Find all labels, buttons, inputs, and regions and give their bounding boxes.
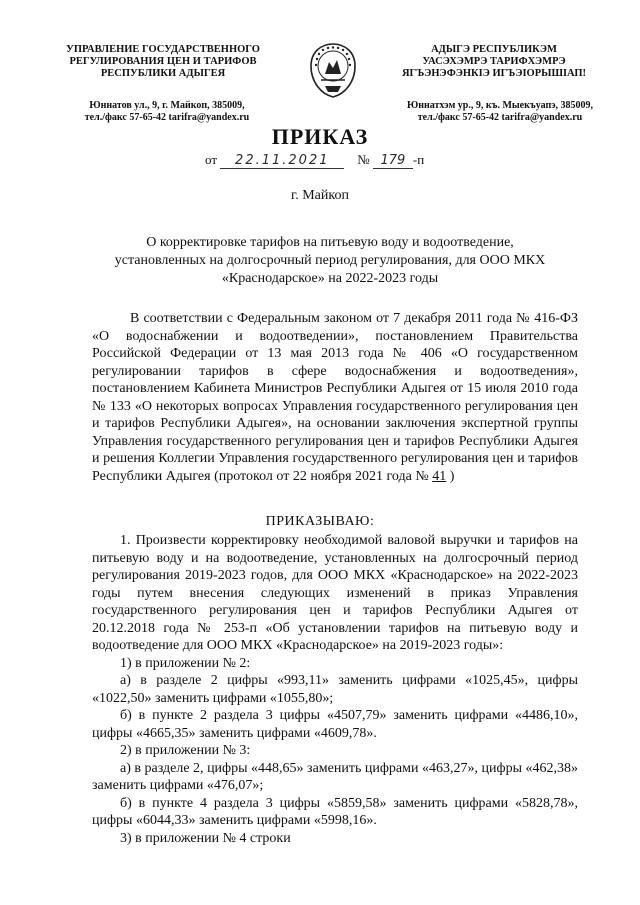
order-item: а) в разделе 2 цифры «993,11» заменить цифрами «1025,45», цифры «1022,50» заменить цифрами «1055,80»;	[92, 673, 578, 706]
number-label: №	[357, 152, 370, 167]
handwritten-date: 22.11.2021	[220, 154, 344, 169]
order-item: 1) в приложении № 2:	[120, 655, 251, 671]
document-title: ПРИКАЗ	[271, 124, 369, 149]
org-line: УАСЭХЭМРЭ ТАРИФХЭМРЭ	[422, 56, 566, 67]
order-item: а) в разделе 2, цифры «448,65» заменить цифрами «463,27», цифры «462,38» заменить цифрами «476,07»;	[92, 760, 578, 793]
org-name-adyghe	[384, 44, 604, 80]
preamble-paragraph	[92, 310, 578, 485]
org-line: РЕГУЛИРОВАНИЯ ЦЕН И ТАРИФОВ	[69, 56, 257, 67]
coat-of-arms-icon	[305, 40, 361, 100]
preamble	[92, 310, 578, 485]
address-russian	[62, 100, 272, 124]
address-line: тел./факс 57-65-42 tarifra@yandex.ru	[84, 112, 250, 123]
address-line: Юннатхэм ур., 9, къ. Мыекъуапэ, 385009,	[406, 100, 594, 111]
org-line: ЯГЪЭНЭФЭНКIЭ ИГЪЭIОРЫШIАП!	[401, 68, 587, 79]
number-suffix: -п	[412, 152, 425, 167]
address-adyghe	[390, 100, 610, 124]
order-subject	[100, 234, 560, 288]
preamble-text: В соответствии с Федеральным законом от 7 декабря 2011 года № 416-ФЗ «О водоснабжении и водоотведении», постановлением Правительства Российской Федерации от 13 мая 2013 года № 406 «О государственном регулировании тарифов в сфере водоснабжения и водоотведения», постановлением Кабинета Министров Республики Адыгея от 15 июля 2010 года № 133 «О некоторых вопросах Управления государственного регулирования цен и тарифов Республики Адыгея», на основании заключения экспертной группы Управления государственного регулирования цен и тарифов Республики Адыгея и решения Коллегии Управления государственного регулирования цен и тарифов Республики Адыгея (протокол от 22 ноября 2021 года №	[92, 311, 578, 484]
handwritten-number: 179	[373, 154, 413, 169]
order-item: 3) в приложении № 4 строки	[120, 830, 291, 846]
org-line: АДЫГЭ РЕСПУБЛИКЭМ	[431, 44, 557, 55]
order-item: 2) в приложении № 3:	[120, 743, 251, 758]
org-name-russian	[48, 44, 278, 80]
subject-line: «Краснодарское» на 2022-2023 годы	[221, 271, 439, 286]
address-line: Юннатов ул., 9, г. Майкоп, 385009,	[89, 100, 245, 111]
prikazyvayu-heading: ПРИКАЗЫВАЮ:	[265, 514, 375, 529]
subject-line: О корректировке тарифов на питьевую воду и водоотведение,	[146, 235, 514, 250]
subject-line: установленных на долгосрочный период регулирования, для ООО МКХ	[114, 253, 546, 268]
preamble-end: )	[449, 468, 455, 484]
address-line: тел./факс 57-65-42 tarifra@yandex.ru	[417, 112, 583, 123]
protocol-number: 41	[432, 468, 447, 484]
order-item: б) в пункте 4 раздела 3 цифры «5859,58» заменить цифрами «5828,78», цифры «6044,33» заменить цифрами «5998,16».	[92, 795, 578, 828]
order-item: б) в пункте 2 раздела 3 цифры «4507,79» заменить цифрами «4486,10», цифры «4665,35» заменить цифрами «4609,78».	[92, 708, 578, 741]
from-label: от	[205, 152, 218, 167]
org-line: УПРАВЛЕНИЕ ГОСУДАРСТВЕННОГО	[66, 44, 260, 55]
order-date-number	[205, 152, 424, 169]
order-item: 1. Произвести корректировку необходимой валовой выручки и тарифов на питьевую воду и на водоотведение, установленных на долгосрочный период регулирования 2019-2023 годов, для ООО МКХ «Краснодарское» на 2022-2023 годы путем внесения следующих изменений в приказ Управления государственного регулирования цен и тарифов Республики Адыгея от 20.12.2018 года № 253-п «Об установлении тарифов на питьевую воду и водоотведение для ООО МКХ «Краснодарское» на 2019-2023 годы»:	[92, 533, 578, 653]
org-line: РЕСПУБЛИКИ АДЫГЕЯ	[100, 68, 226, 79]
order-items	[92, 532, 578, 847]
city: г. Майкоп	[291, 188, 349, 203]
